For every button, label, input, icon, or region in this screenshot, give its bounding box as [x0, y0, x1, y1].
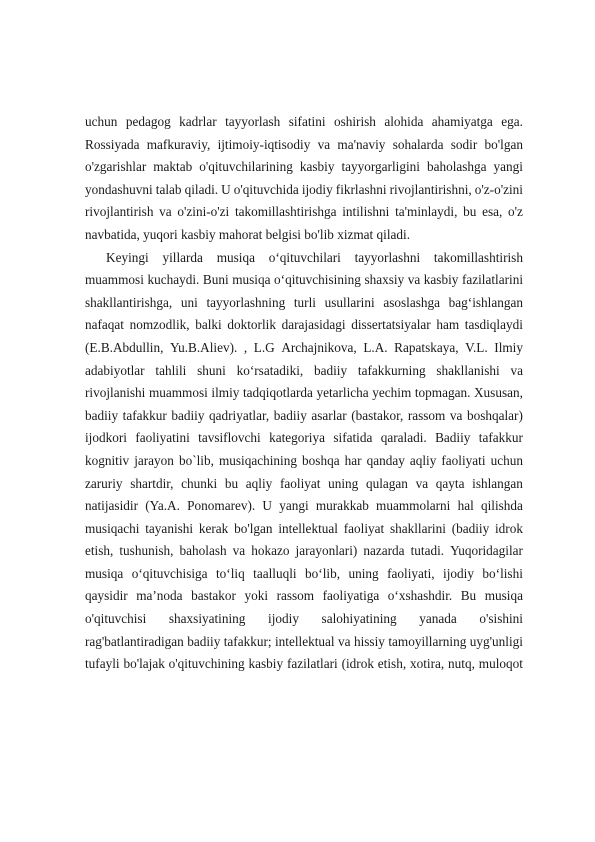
word: o'zini-o'zi — [177, 204, 230, 220]
word: zaruriy — [85, 475, 123, 491]
word: kerak — [198, 520, 229, 536]
word: ijtimoiy-iqtisodiy — [217, 136, 311, 152]
word: aqliy — [409, 452, 437, 468]
word: ma'naviy — [337, 136, 386, 152]
word: bo'lib — [304, 226, 334, 242]
word: baholash — [179, 543, 227, 559]
word: fikrlashni — [335, 181, 387, 197]
word: dissertatsiyalar — [351, 317, 431, 333]
text-line — [85, 247, 523, 270]
word: rag'batlantiradigan — [85, 633, 184, 649]
word: shakllantirishga, — [85, 294, 173, 310]
word: uning — [348, 565, 379, 581]
word: asoslashga — [383, 294, 441, 310]
word: ilmiy — [211, 385, 240, 401]
word: tahlili — [155, 362, 187, 378]
word: rivojlantirish — [85, 204, 154, 220]
text-line — [85, 563, 523, 586]
word: shakllarini — [389, 520, 446, 536]
word: rassom — [276, 588, 315, 604]
word: rivojlantirishni, — [389, 181, 472, 197]
text-line — [85, 201, 523, 224]
text-line — [85, 111, 523, 134]
word: Yu.B.Aliev). — [169, 339, 238, 355]
text-line — [85, 314, 523, 337]
text-line — [85, 134, 523, 157]
word: tamoyillarning — [388, 633, 467, 649]
word: idrok — [495, 520, 523, 536]
word: badiiy — [85, 407, 119, 423]
word: doktorlik — [227, 317, 276, 333]
word: muammosi — [148, 385, 208, 401]
word: esa, — [482, 204, 503, 220]
word: pedagog — [125, 114, 171, 129]
word: to‘liq — [216, 565, 245, 581]
text-line — [85, 653, 523, 676]
word: shaxsiyatining — [168, 611, 246, 627]
word: qanday — [366, 452, 405, 468]
word: yangi — [493, 159, 523, 175]
word: ijodkori — [85, 430, 127, 446]
word: nutq, — [448, 656, 475, 672]
word: jarayon — [134, 452, 174, 468]
word: sodir — [450, 136, 478, 152]
word: qaysidir — [85, 588, 128, 604]
word: o‘xshashdir. — [387, 588, 453, 604]
word: yuqori — [143, 226, 178, 242]
word: alohida — [384, 114, 424, 129]
word: kasbiy — [423, 272, 459, 288]
word: badiiy — [187, 633, 221, 649]
word: bo‘lib, — [305, 565, 341, 581]
text-line — [85, 337, 523, 360]
word: yanada — [419, 611, 457, 627]
word: o'sishini — [479, 611, 523, 627]
word: ma’noda — [136, 588, 183, 604]
word: yangi — [279, 498, 309, 514]
word: bo'lgan — [234, 520, 273, 536]
word: Yuqoridagilar — [450, 543, 523, 559]
word: darajasidagi — [281, 317, 346, 333]
word: tutadi. — [410, 543, 445, 559]
word: yondashuvni — [85, 181, 153, 197]
word: musiqa — [85, 565, 124, 581]
word: belgisi — [265, 226, 301, 242]
word: (idrok — [341, 656, 374, 672]
word: tayyorgarligini — [341, 159, 420, 175]
word: nazarda — [363, 543, 405, 559]
word: usullarini — [324, 294, 375, 310]
word: turli — [293, 294, 316, 310]
word: intellektual — [278, 520, 338, 536]
document-page — [85, 111, 523, 676]
word: xizmat — [337, 226, 374, 242]
word: musiqa — [484, 588, 523, 604]
word: bo'lajak — [123, 656, 165, 672]
word: mahorat — [218, 226, 263, 242]
word: intellektual — [275, 633, 335, 649]
word: hissiy — [353, 633, 385, 649]
word: boshqalar) — [466, 407, 523, 423]
word: Rapatskaya, — [394, 339, 459, 355]
word: U — [221, 181, 231, 197]
word: va — [415, 475, 429, 491]
word: maktab — [153, 159, 193, 175]
word: bo'lgan — [484, 136, 523, 152]
word: shakllanishi — [436, 362, 500, 378]
word: tasdiqlaydi — [464, 317, 523, 333]
word: va — [510, 362, 523, 378]
word: yoki — [244, 588, 269, 604]
word: qaraladi. — [380, 430, 427, 446]
word: musiqachi — [85, 520, 140, 536]
word: balki — [195, 317, 222, 333]
word: V.L. — [465, 339, 488, 355]
word: bo`lib, — [178, 452, 214, 468]
text-line — [85, 292, 523, 315]
word: faoliyati — [441, 452, 486, 468]
word: jarayonlari) — [295, 543, 358, 559]
word: topmagan. — [414, 385, 471, 401]
word: nafaqat — [85, 317, 124, 333]
word: o'zgarishlar — [85, 159, 147, 175]
text-line — [85, 608, 523, 631]
word: tadqiqotlarda — [242, 385, 313, 401]
word: salohiyatining — [321, 611, 397, 627]
word: etish, — [85, 543, 114, 559]
word: o‘qituvchisiga — [131, 565, 208, 581]
text-line — [85, 156, 523, 179]
word: har — [344, 452, 362, 468]
word: ko‘rsatadiki, — [236, 362, 304, 378]
word: kuchaydi. — [147, 272, 200, 288]
word: uning — [328, 475, 359, 491]
word: bag‘ishlangan — [448, 294, 523, 310]
word: rivojlanishi — [85, 385, 146, 401]
word: qadriyatlar, — [209, 407, 270, 423]
word: ishlangan — [472, 475, 523, 491]
word: kasbiy — [181, 226, 216, 242]
text-line — [85, 473, 523, 496]
word: qiladi. — [376, 226, 411, 242]
text-line — [85, 450, 523, 473]
word: o‘qituvchisining — [274, 272, 361, 288]
word: o'qituvchilarining — [199, 159, 293, 175]
word: kategoriya — [269, 430, 325, 446]
word: va — [338, 633, 351, 649]
word: tayyorlashning — [206, 294, 286, 310]
word: baholashga — [426, 159, 487, 175]
word: aqliy — [245, 475, 273, 491]
word: hal — [457, 498, 474, 514]
word: tafakkur — [122, 407, 167, 423]
word: o'z-o'zini — [474, 181, 523, 197]
word: badiiy — [313, 362, 348, 378]
word: ham — [436, 317, 460, 333]
word: Xususan, — [473, 385, 523, 401]
word: shartdir, — [130, 475, 174, 491]
word: fazilatlarini — [461, 272, 523, 288]
word: navbatida, — [85, 226, 140, 242]
text-line — [85, 382, 523, 405]
word: faoliyatini — [135, 430, 190, 446]
word: (badiiy — [451, 520, 490, 536]
word: muloqot — [478, 656, 523, 672]
word: shaxsiy — [364, 272, 405, 288]
text-line — [85, 518, 523, 541]
word: tushunish, — [119, 543, 174, 559]
word: musiqa — [232, 272, 271, 288]
word: qayta — [435, 475, 465, 491]
word: natijasidir — [85, 498, 138, 514]
word: etish, — [377, 656, 407, 672]
word: talab — [155, 181, 182, 197]
word: Ponomarev). — [187, 498, 256, 514]
word: Archajnikova, — [281, 339, 357, 355]
word: faoliyat — [343, 520, 385, 536]
word: va — [317, 136, 331, 152]
word: , — [243, 339, 248, 355]
word: Buni — [202, 272, 229, 288]
word: o'z — [508, 204, 523, 220]
word: shuni — [197, 362, 226, 378]
word: tayanishi — [145, 520, 194, 536]
word: takomillashtirish — [433, 249, 523, 265]
word: bastakor — [191, 588, 236, 604]
word: tafakkurning — [357, 362, 426, 378]
word: sifatida — [333, 430, 373, 446]
word: sifatini — [288, 114, 326, 129]
word: faoliyati, — [387, 565, 435, 581]
word: nomzodlik, — [129, 317, 190, 333]
word: o'qituvchida — [233, 181, 299, 197]
word: tavsiflovchi — [198, 430, 261, 446]
word: sohalarda — [392, 136, 444, 152]
word: bu — [463, 204, 477, 220]
word: (Ya.A. — [145, 498, 180, 514]
word: rassom — [407, 407, 446, 423]
word: uchun — [85, 114, 118, 129]
word: qiladi. — [184, 181, 219, 197]
word: kasbiy — [299, 159, 335, 175]
word: muammolarni — [376, 498, 451, 514]
word: adabiyotlar — [85, 362, 145, 378]
word: ahamiyatga — [431, 114, 493, 129]
word: kasbiy — [248, 656, 284, 672]
word: yechim — [372, 385, 412, 401]
word: Ilmiy — [494, 339, 523, 355]
word: intilishni — [342, 204, 390, 220]
word: L.G — [253, 339, 275, 355]
word: L.A. — [363, 339, 388, 355]
word: tufayli — [85, 656, 120, 672]
word: ta'minlaydi, — [395, 204, 458, 220]
word: o'qituvchining — [168, 656, 245, 672]
word: faoliyatiga — [322, 588, 380, 604]
word: ijodiy — [268, 611, 299, 627]
word: mafkuraviy, — [146, 136, 211, 152]
word: taalluqli — [253, 565, 297, 581]
word: va — [449, 407, 463, 423]
word: Keyingi — [106, 249, 149, 265]
word: (bastakor, — [351, 407, 404, 423]
word: boshqa — [302, 452, 340, 468]
word: badiiy — [273, 407, 307, 423]
word: va — [407, 272, 421, 288]
word: musiqa — [216, 249, 255, 265]
word: tayyorlash — [225, 114, 281, 129]
word: kadrlar — [179, 114, 217, 129]
text-line — [85, 405, 523, 428]
word: uyg'unligi — [469, 633, 523, 649]
text-line — [85, 585, 523, 608]
word: bu — [224, 475, 239, 491]
word: bo‘lishi — [482, 565, 523, 581]
text-line — [85, 179, 523, 202]
text-line — [85, 427, 523, 450]
word: hokazo — [251, 543, 290, 559]
word: va — [159, 204, 172, 220]
word: faoliyat — [279, 475, 321, 491]
word: murakkab — [315, 498, 369, 514]
word: ijodiy — [443, 565, 474, 581]
word: fazilatlari — [286, 656, 338, 672]
word: asarlar — [311, 407, 347, 423]
word: Rossiyada — [85, 136, 140, 152]
word: yillarda — [162, 249, 203, 265]
text-line — [85, 224, 523, 247]
word: musiqachining — [218, 452, 297, 468]
word: uni — [180, 294, 198, 310]
word: qulagan — [365, 475, 408, 491]
word: muammosi — [85, 272, 144, 288]
word: tafakkur — [478, 430, 523, 446]
word: badiiy — [171, 407, 205, 423]
word: yetarlicha — [316, 385, 369, 401]
text-line — [85, 540, 523, 563]
text-line — [85, 269, 523, 292]
word: uchun — [490, 452, 523, 468]
word: kognitiv — [85, 452, 130, 468]
word: qilishda — [480, 498, 523, 514]
word: chunki — [181, 475, 218, 491]
word: U — [262, 498, 272, 514]
word: (E.B.Abdullin, — [85, 339, 164, 355]
word: Badiiy — [435, 430, 471, 446]
word: o'qituvchisi — [85, 611, 147, 627]
text-line — [85, 495, 523, 518]
word: oshirish — [333, 114, 376, 129]
text-line — [85, 631, 523, 654]
word: tayyorlashni — [354, 249, 421, 265]
word: tafakkur; — [223, 633, 272, 649]
word: o‘qituvchilari — [268, 249, 341, 265]
word: xotira, — [409, 656, 445, 672]
word: va — [232, 543, 246, 559]
text-line — [85, 360, 523, 383]
word: Bu — [460, 588, 477, 604]
word: takomillashtirishga — [234, 204, 337, 220]
word: ijodiy — [301, 181, 333, 197]
word: ega. — [501, 114, 523, 129]
